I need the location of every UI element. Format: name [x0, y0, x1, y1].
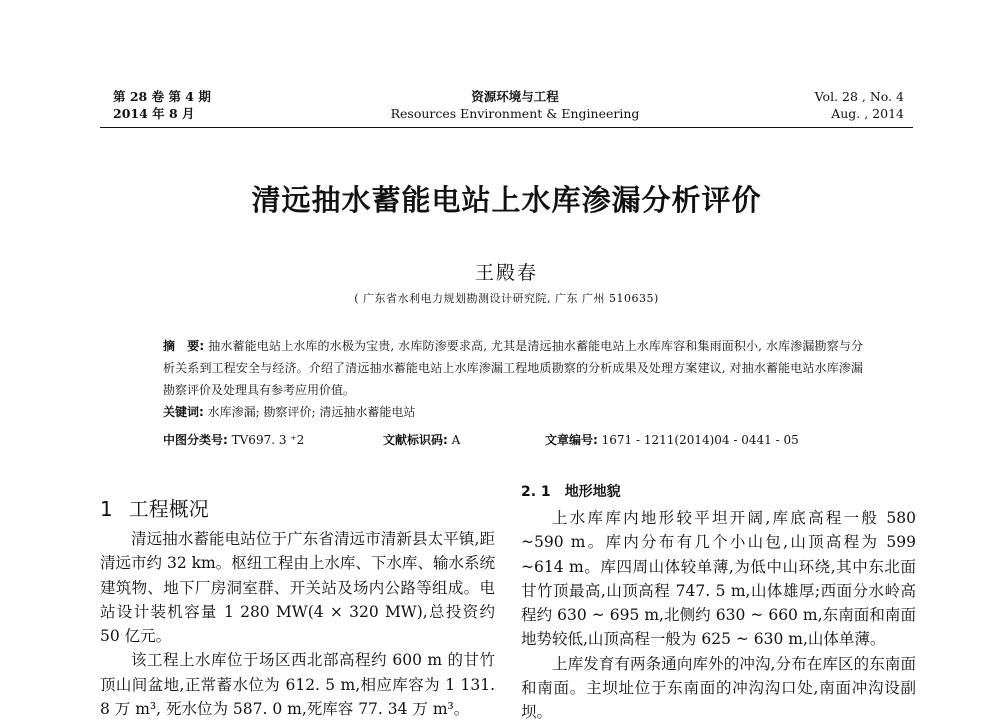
clc-number: [163, 431, 304, 449]
keywords-line: [163, 401, 863, 423]
article-number-value: 1671 - 1211(2014)04 - 0441 - 05: [601, 433, 799, 447]
subsection-number: 2. 1: [521, 484, 551, 500]
volume-issue-en: Vol. 28 , No. 4: [814, 89, 904, 104]
header-rule: [100, 127, 913, 128]
journal-name-cn: 资源环境与工程: [471, 89, 559, 104]
header-left: [113, 88, 211, 122]
clc-value: TV697. 3 ⁺2: [231, 433, 305, 447]
header-center: [380, 88, 650, 122]
article-number-label: 文章编号:: [545, 433, 598, 447]
author-name: 王殿春: [474, 262, 538, 284]
subsection-title: 地形地貌: [564, 484, 621, 500]
abstract-label: 摘 要:: [163, 339, 205, 353]
subsection-2-1-heading: [521, 481, 621, 501]
right-column: [521, 506, 916, 725]
section-number: 1: [100, 497, 113, 521]
keywords-text: 水库渗漏; 勘察评价; 清远抽水蓄能电站: [207, 405, 416, 419]
clc-label: 中图分类号:: [163, 433, 228, 447]
abstract-block: [163, 335, 863, 423]
document-code-label: 文献标识码:: [383, 433, 448, 447]
volume-issue-cn: 第 28 卷 第 4 期: [113, 89, 211, 104]
section-1-heading: [100, 493, 209, 522]
keywords-label: 关键词:: [163, 405, 204, 419]
abstract-text: 抽水蓄能电站上水库的水极为宝贵, 水库防渗要求高, 尤其是清远抽水蓄能电站上水库库容和集雨面积小, 水库渗漏勘察与分析关系到工程安全与经济。介绍了清远抽水蓄能电站上水库渗漏工程地质勘察的分析成果及处理方案建议, 对抽水蓄能电站水库渗漏勘察评价及处理具有参考应用价值。: [163, 339, 863, 397]
header-right: [815, 88, 904, 122]
body-paragraph: 上库发育有两条通向库外的冲沟,分布在库区的东南面和南面。主坝址位于东南面的冲沟沟口处,南面冲沟设副坝。: [521, 654, 916, 722]
author-affiliation: ( 广东省水利电力规划勘测设计研究院, 广东 广州 510635): [354, 292, 659, 305]
article-title: 清远抽水蓄能电站上水库渗漏分析评价: [251, 183, 762, 217]
date-en: Aug. , 2014: [831, 106, 904, 121]
section-title: 工程概况: [128, 497, 209, 521]
body-paragraph: 上水库库内地形较平坦开阔,库底高程一般 580 ~590 m。库内分布有几个小山包,山顶高程为 599 ~614 m。库四周山体较单薄,为低中山环绕,其中东北面甘竹顶最高,山顶高程 747. 5 m,山体雄厚;西面分水岭高程约 630 ~ 695 m,北侧约 630 ~ 660 m,东南面和南面地势较低,山顶高程一般为 625 ~ 630 m,山体单薄。: [521, 509, 916, 649]
document-code-value: A: [451, 433, 461, 447]
body-paragraph: 清远抽水蓄能电站位于广东省清远市清新县太平镇,距清远市约 32 km。枢纽工程由上水库、下水库、输水系统建筑物、地下厂房洞室群、开关站及场内公路等组成。电站设计装机容量 1 280 MW(4 × 320 MW),总投资约 50 亿元。: [100, 530, 495, 646]
document-code: [383, 431, 460, 449]
left-column: [100, 527, 495, 721]
journal-name-en: Resources Environment & Engineering: [390, 106, 640, 121]
abstract-paragraph: [163, 335, 863, 401]
article-number: [545, 431, 799, 449]
date-cn: 2014 年 8 月: [113, 106, 195, 121]
body-paragraph: 该工程上水库位于场区西北部高程约 600 m 的甘竹顶山间盆地,正常蓄水位为 612. 5 m,相应库容为 1 131. 8 万 m³, 死水位为 587. 0 m,死库容 77. 34 万 m³。: [100, 651, 495, 719]
